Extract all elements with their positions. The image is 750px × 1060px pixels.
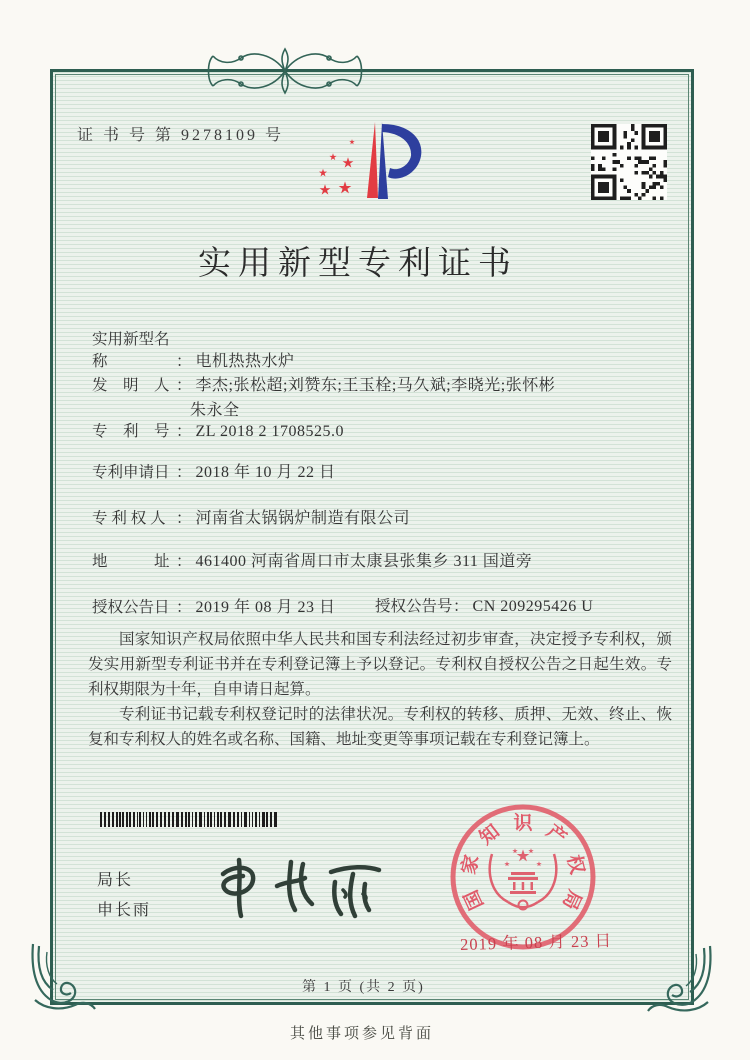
qr-code: [591, 124, 667, 200]
svg-text:产: 产: [542, 820, 571, 850]
field-value: 461400 河南省周口市太康县张集乡 311 国道旁: [195, 553, 533, 570]
page-number: 第 1 页 (共 2 页): [302, 980, 425, 995]
field-label: 发 明 人: [92, 377, 170, 394]
certificate-number: 证 书 号 第 9278109 号: [77, 127, 285, 144]
svg-text:识: 识: [513, 813, 533, 834]
colon: ：: [453, 598, 469, 615]
field-value: 朱永全: [190, 402, 240, 419]
barcode: [100, 812, 280, 827]
field-row-filing-date: [92, 459, 336, 482]
director-name: 申长雨: [97, 902, 152, 919]
svg-text:权: 权: [562, 852, 588, 877]
page-title: 实用新型专利证书: [198, 246, 518, 282]
back-side-note: 其他事项参见背面: [290, 1026, 435, 1042]
svg-text:家: 家: [458, 852, 484, 877]
colon: ：: [176, 353, 192, 370]
field-label: 专 利 权 人: [92, 510, 166, 527]
svg-text:知: 知: [475, 820, 504, 850]
field-value: 李杰;张松超;刘赞东;王玉栓;马久斌;李晓光;张怀彬: [195, 377, 556, 394]
field-label: 授权公告日: [92, 599, 170, 616]
director-signature-image: [215, 852, 385, 922]
field-label: 专利申请日: [92, 464, 170, 481]
field-row-inventors: [92, 372, 555, 395]
field-row-address: [92, 548, 532, 571]
legal-paragraph-2: 专利证书记载专利权登记时的法律状况。专利权的转移、质押、无效、终止、恢复和专利权人的姓名或名称、国籍、地址变更等事项记载在专利登记簿上。: [88, 706, 672, 748]
field-row-name: [92, 327, 295, 371]
field-label: 地 址: [92, 553, 170, 570]
colon: ：: [176, 599, 192, 616]
colon: ：: [176, 377, 192, 394]
field-value: ZL 2018 2 1708525.0: [195, 423, 344, 440]
field-value: 电机热热水炉: [195, 353, 295, 370]
field-label: 授权公告号: [375, 598, 453, 615]
bottom-left-corner-ornament-icon: [25, 938, 105, 1016]
legal-paragraph-1: 国家知识产权局依照中华人民共和国专利法经过初步审查，决定授予专利权，颁发实用新型专利证书并在专利登记簿上予以登记。专利权自授权公告之日起生效。专利权期限为十年，自申请日起算。: [88, 631, 672, 698]
field-grant-number: [375, 594, 593, 616]
field-row-inventors-line2: [190, 397, 240, 420]
national-emblem-icon: [490, 848, 557, 909]
colon: ：: [176, 423, 192, 440]
cnipa-patent-logo-icon: [312, 118, 427, 210]
colon: ：: [176, 510, 192, 527]
svg-text:局: 局: [557, 886, 586, 913]
field-value: 2018 年 10 月 22 日: [195, 464, 336, 481]
field-label: 专 利 号: [92, 423, 170, 440]
field-label: 实用新型名称: [92, 331, 170, 370]
field-value: 2019 年 08 月 23 日: [195, 599, 336, 616]
colon: ：: [176, 464, 192, 481]
bottom-right-corner-ornament-icon: [638, 940, 718, 1018]
field-row-patentee: [92, 505, 410, 528]
field-row-patent-number: [92, 419, 344, 441]
colon: ：: [176, 553, 192, 570]
seal-date: 2019 年 08 月 23 日: [459, 931, 613, 954]
field-row-grant-date: [92, 594, 594, 617]
director-title: 局长: [97, 872, 134, 889]
svg-text:国: 国: [460, 886, 489, 913]
top-border-ornament-icon: [203, 46, 367, 96]
field-value: CN 209295426 U: [472, 598, 594, 615]
field-value: 河南省太锅锅炉制造有限公司: [195, 510, 411, 527]
legal-text: [88, 627, 672, 752]
